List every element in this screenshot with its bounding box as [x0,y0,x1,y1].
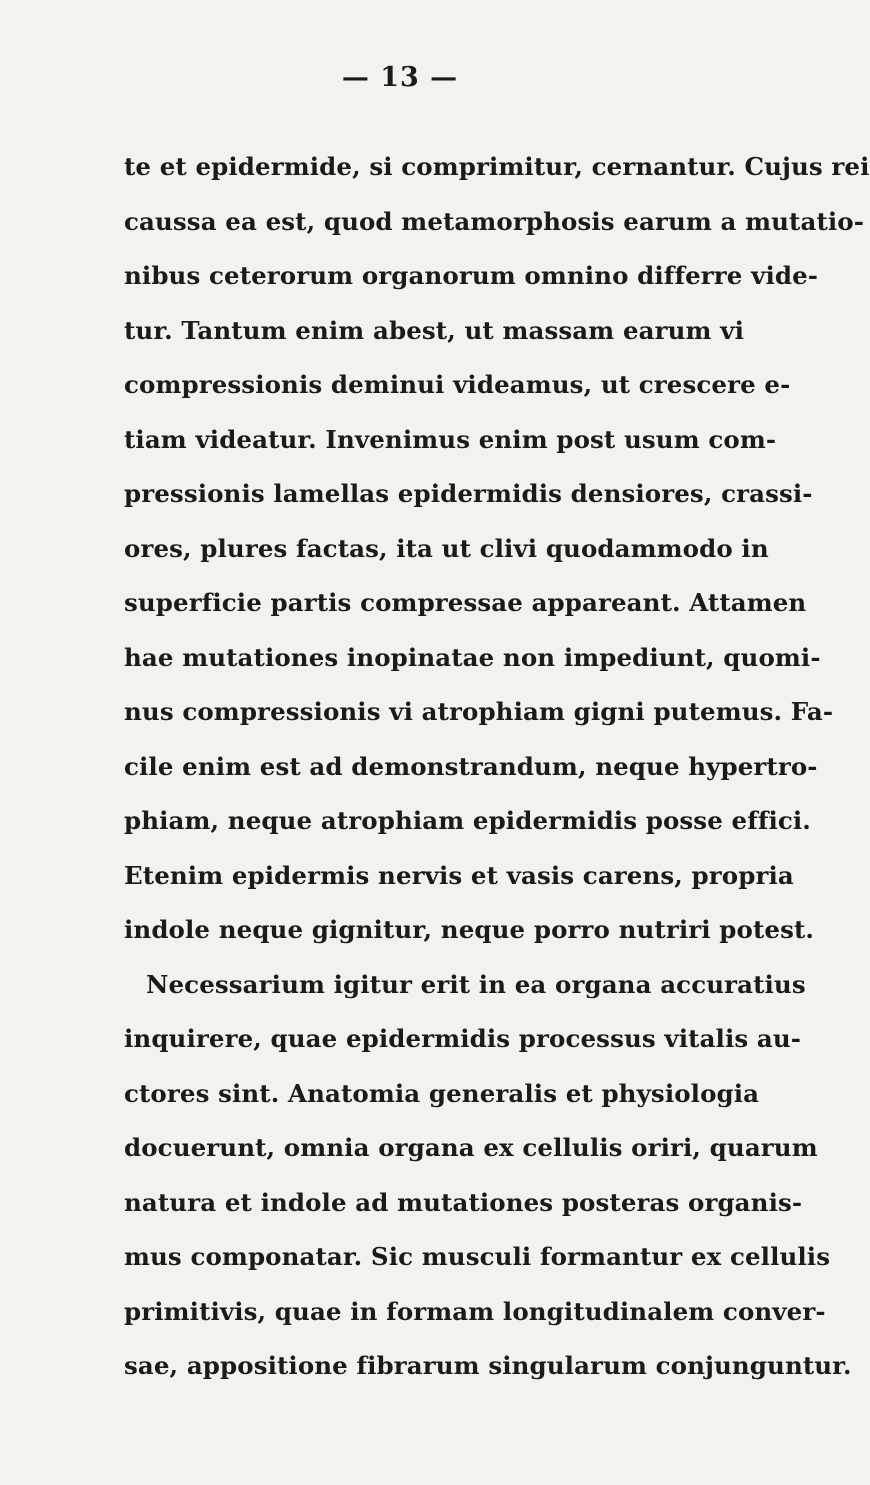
text-line: ores, plures factas, ita ut clivi quodammodo in [124,533,769,563]
text-line: phiam, neque atrophiam epidermidis posse effici. [124,806,811,835]
text-line: hae mutationes inopinatae non impediunt, quomi- [124,642,821,672]
text-line: superficie partis compressae appareant. Attamen [124,588,807,617]
text-line: pressionis lamellas epidermidis densiores, crassi- [124,479,813,508]
text-line: primitivis, quae in formam longitudinalem conver- [124,1296,826,1326]
page-number: — 13 — [341,62,459,93]
text-line: tur. Tantum enim abest, ut massam earum vi [124,315,744,345]
text-line: nibus ceterorum organorum omnino differre vide- [124,261,819,290]
text-line: sae, appositione fibrarum singularum conjunguntur. [124,1351,852,1380]
body-text [124,140,870,1394]
text-line: indole neque gignitur, neque porro nutriri potest. [124,915,815,944]
text-line: Etenim epidermis nervis et vasis carens, propria [124,860,794,890]
text-line: mus componatar. Sic musculi formantur ex cellulis [124,1242,831,1271]
paragraph-start-line: Necessarium igitur erit in ea organa accuratius [146,969,806,999]
text-line: cile enim est ad demonstrandum, neque hypertro- [124,751,818,781]
text-line: inquirere, quae epidermidis processus vitalis au- [124,1024,802,1053]
text-line: docuerunt, omnia organa ex cellulis oriri, quarum [124,1133,818,1162]
text-line: te et epidermide, si comprimitur, cernantur. Cujus rei [124,152,870,181]
text-line: natura et indole ad mutationes posteras organis- [124,1187,803,1217]
text-line: compressionis deminui videamus, ut crescere e- [124,370,791,399]
text-line: caussa ea est, quod metamorphosis earum a mutatio- [124,206,864,236]
text-line: nus compressionis vi atrophiam gigni putemus. Fa- [124,697,834,726]
text-line: tiam videatur. Invenimus enim post usum com- [124,424,777,454]
text-line: ctores sint. Anatomia generalis et physiologia [124,1078,760,1108]
